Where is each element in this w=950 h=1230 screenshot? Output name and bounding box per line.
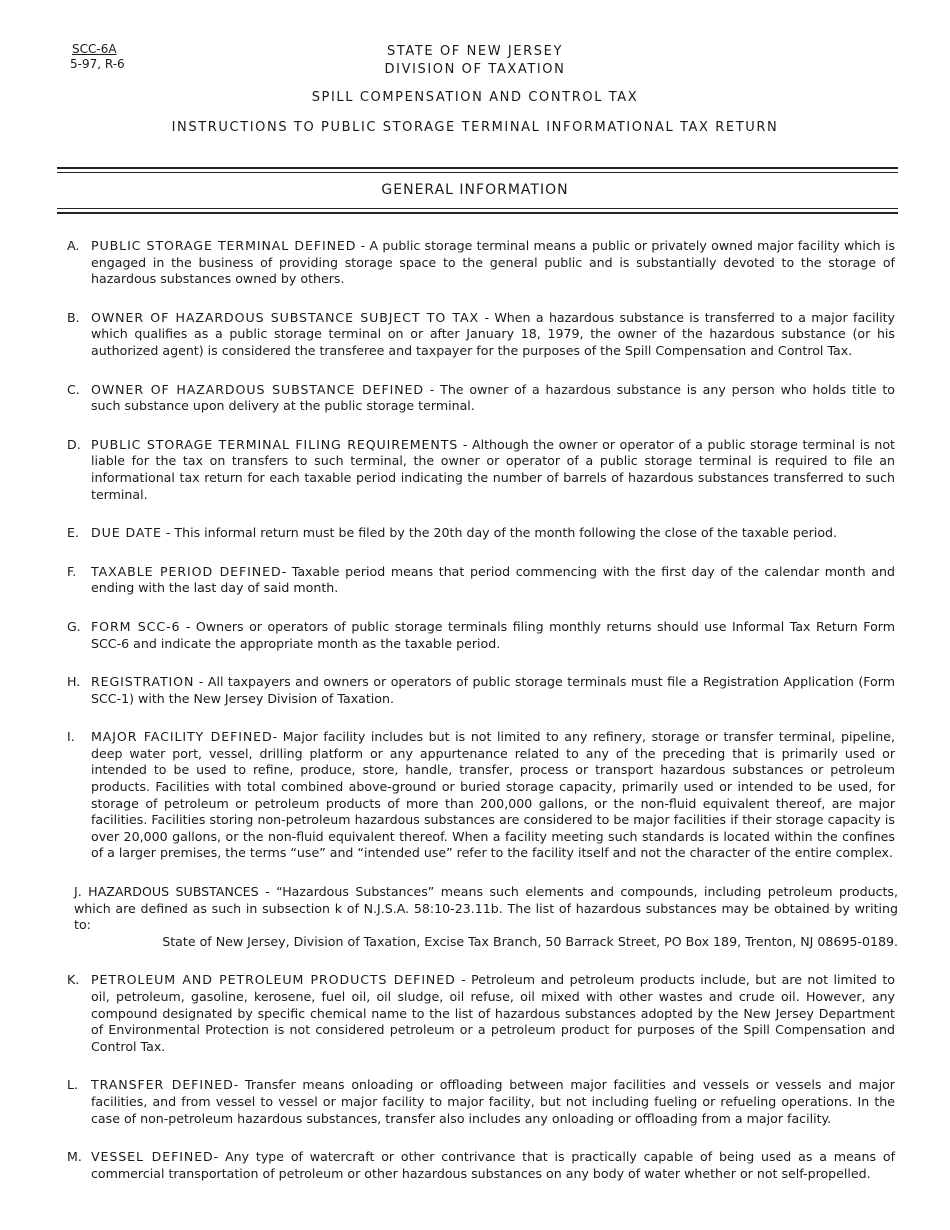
item-heading: PUBLIC STORAGE TERMINAL FILING REQUIREMENTS xyxy=(91,436,459,452)
instructions-title: INSTRUCTIONS TO PUBLIC STORAGE TERMINAL INFORMATIONAL TAX RETURN xyxy=(171,120,779,135)
item-letter: B. xyxy=(67,309,80,325)
item-letter: D. xyxy=(67,436,81,452)
item-text: - “Hazardous Substances” means such elements and compounds, including petroleum products, which are defined as such in subsection k of N.J.S.A. 58:10-23.11b. The list of hazardous substances may be obtained by writing to: xyxy=(74,884,898,933)
instruction-item-f xyxy=(67,563,895,597)
instruction-item-m xyxy=(67,1149,896,1182)
instruction-item-a xyxy=(67,238,895,288)
instruction-item-k xyxy=(67,972,895,1055)
item-heading: PUBLIC STORAGE TERMINAL DEFINED xyxy=(91,238,357,253)
instruction-item-j xyxy=(74,884,898,950)
item-heading: OWNER OF HAZARDOUS SUBSTANCE SUBJECT TO TAX xyxy=(91,309,480,325)
top-divider-rule xyxy=(57,167,898,169)
instruction-item-d xyxy=(67,436,895,503)
instruction-item-c xyxy=(67,381,895,415)
instruction-item-b xyxy=(67,309,895,360)
item-letter: E. xyxy=(67,525,79,541)
item-heading: REGISTRATION xyxy=(91,674,195,690)
item-letter: L. xyxy=(67,1077,79,1093)
state-heading: STATE OF NEW JERSEY xyxy=(386,44,563,59)
item-text: - Major facility includes but is not limited to any refinery, storage or transfer terminal, pipeline, deep water port, vessel, drilling platform or any appurtenance related to any of the preceding that is primarily used or intended to be used to refine, produce, store, handle, transfer, process or transport hazardous substances or petroleum products. Facilities with total combined above-ground or buried storage capacity, primarily used or intended to be used, for storage of petroleum or petroleum products of more than 200,000 gallons, or the non-fluid equivalent thereof, are major facilities. Facilities storing non-petroleum hazardous substances are considered to be major facilities if their storage capacity is over 20,000 gallons, or the non-fluid equivalent thereof. When a facility meeting such standards is located within the confines of a larger premises, the terms “use” and “intended use” refer to the facility itself and not the character of the entire complex. xyxy=(91,729,895,861)
form-number: SCC-6A xyxy=(72,42,117,56)
form-revision: 5-97, R-6 xyxy=(70,57,125,71)
bottom-divider-rule-thin xyxy=(57,208,898,209)
item-letter: F. xyxy=(67,563,77,579)
instruction-item-h xyxy=(67,674,895,707)
instruction-item-i xyxy=(67,729,895,862)
item-heading: DUE DATE xyxy=(91,525,162,541)
item-letter: I. xyxy=(67,729,75,745)
bottom-divider-rule xyxy=(57,212,898,214)
item-text: - A public storage terminal means a public or privately owned major facility which is engaged in the business of providing storage space to the general public and is substantially devoted to the storage of hazardous substances owned by others. xyxy=(91,238,895,287)
item-heading: TAXABLE PERIOD DEFINED xyxy=(91,563,282,579)
item-letter: H. xyxy=(67,674,81,690)
item-text: - Petroleum and petroleum products include, but are not limited to oil, petroleum, gasoline, kerosene, fuel oil, oil sludge, oil refuse, oil mixed with other wastes and crude oil. However, any compound designated by specific chemical name to the list of hazardous substances adopted by the New Jersey Department of Environmental Protection is not considered petroleum or a petroleum product for purposes of the Spill Compensation and Control Tax. xyxy=(91,972,895,1054)
item-letter: K. xyxy=(67,972,80,988)
instruction-item-g xyxy=(67,618,895,652)
item-text: - Although the owner or operator of a public storage terminal is not liable for the tax on transfers to such terminal, the owner or operator of a public storage terminal is required to file an informational tax return for each taxable period indicating the number of barrels of hazardous substances transferred to such terminal. xyxy=(91,436,895,502)
instruction-item-l xyxy=(67,1077,895,1127)
item-text: - When a hazardous substance is transferred to a major facility which qualifies as a public storage terminal on or after January 18, 1979, the owner of the hazardous substance (or his authorized agent) is considered the transferee and taxpayer for the purposes of the Spill Compensation and Control Tax. xyxy=(91,309,895,358)
item-text: - The owner of a hazardous substance is any person who holds title to such substance upon delivery at the public storage terminal. xyxy=(91,381,895,414)
instruction-list xyxy=(0,238,950,1182)
item-text: - All taxpayers and owners or operators of public storage terminals must file a Registration Application (Form SCC-1) with the New Jersey Division of Taxation. xyxy=(91,674,895,706)
item-letter: C. xyxy=(67,381,80,397)
tax-name-heading: SPILL COMPENSATION AND CONTROL TAX xyxy=(311,90,639,105)
item-heading: OWNER OF HAZARDOUS SUBSTANCE DEFINED xyxy=(91,381,424,397)
instruction-item-e xyxy=(67,525,895,542)
section-title: GENERAL INFORMATION xyxy=(381,182,569,198)
item-heading: PETROLEUM AND PETROLEUM PRODUCTS DEFINED xyxy=(91,972,456,988)
item-text: - Owners or operators of public storage terminals filing monthly returns should use Informal Tax Return Form SCC-6 and indicate the appropriate month as the taxable period. xyxy=(91,618,895,651)
taxation-address: State of New Jersey, Division of Taxation, Excise Tax Branch, 50 Barrack Street, PO Box 189, Trenton, NJ 08695-0189. xyxy=(162,933,898,949)
item-text: - Any type of watercraft or other contrivance that is practically capable of being used as a means of commercial transportation of petroleum or other hazardous substances on any body of water whether or not self-propelled. xyxy=(91,1149,896,1181)
top-divider-rule-thin xyxy=(57,172,898,173)
item-heading: MAJOR FACILITY DEFINED xyxy=(91,729,273,745)
item-text: - Taxable period means that period commencing with the first day of the calendar month and ending with the last day of said month. xyxy=(91,563,895,596)
division-heading: DIVISION OF TAXATION xyxy=(384,62,566,77)
item-text: - Transfer means onloading or offloading between major facilities and vessels or vessels and major facilities, and from vessel to vessel or major facility to major facility, but not including fueling or refueling operations. In the case of non-petroleum hazardous substances, transfer also includes any onloading or offloading from a major facility. xyxy=(91,1077,895,1126)
item-letter: J. xyxy=(74,884,82,900)
item-heading: TRANSFER DEFINED xyxy=(91,1077,234,1093)
item-letter: M. xyxy=(67,1149,82,1165)
item-heading: FORM SCC-6 xyxy=(91,618,181,634)
item-heading: HAZARDOUS SUBSTANCES xyxy=(88,884,259,900)
item-text: - This informal return must be filed by the 20th day of the month following the close of the taxable period. xyxy=(161,525,838,541)
item-letter: A. xyxy=(67,238,80,253)
item-letter: G. xyxy=(67,618,81,634)
item-heading: VESSEL DEFINED xyxy=(91,1149,214,1165)
